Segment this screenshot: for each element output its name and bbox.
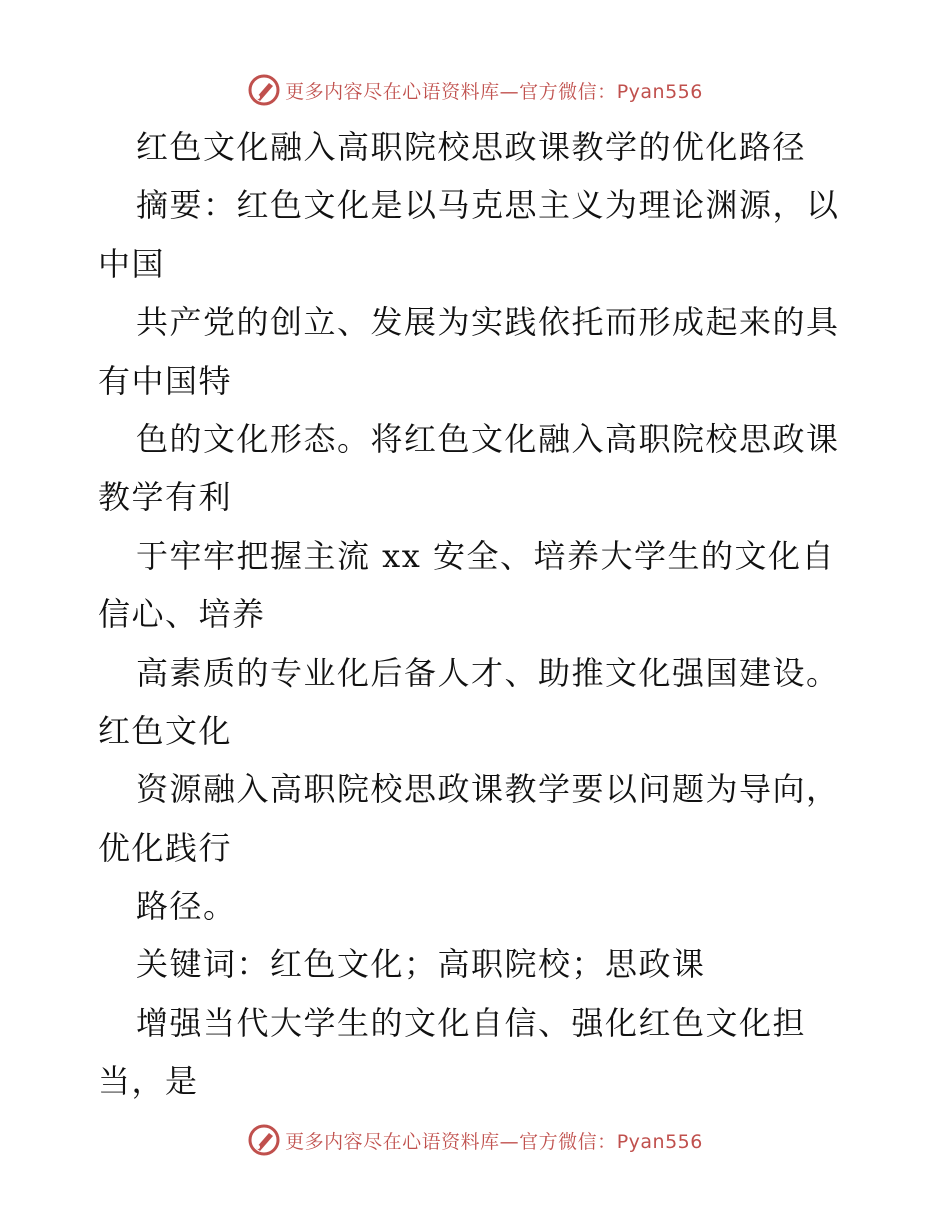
text-line: 红色文化 [98, 711, 233, 750]
text-line: 共产党的创立、发展为实践依托而形成起来的具 [136, 303, 840, 342]
banner-wechat-id: Pyan556 [616, 1130, 703, 1153]
text-line: 高素质的专业化后备人才、助推文化强国建设。 [136, 653, 840, 692]
text-line: 路径。 [136, 887, 237, 926]
text-line: 中国 [98, 244, 166, 283]
text-line: 资源融入高职院校思政课教学要以问题为导向， [136, 770, 840, 809]
text-line: 关键词：红色文化；高职院校；思政课 [136, 945, 706, 984]
text-line: 优化践行 [98, 828, 233, 867]
banner-wechat-label: 官方微信： [519, 1130, 617, 1153]
header-banner [0, 70, 950, 110]
text-line: 红色文化融入高职院校思政课教学的优化路径 [136, 128, 807, 166]
text-line: 教学有利 [98, 478, 233, 517]
text-line: 当，是 [98, 1062, 199, 1101]
text-line: 信心、培养 [98, 595, 266, 634]
banner-separator: — [499, 80, 520, 103]
pen-logo-icon [247, 73, 281, 107]
banner-slogan: 更多内容尽在心语资料库 [285, 1130, 500, 1153]
banner-text [285, 1127, 703, 1154]
banner-wechat-id: Pyan556 [616, 80, 703, 103]
banner-slogan: 更多内容尽在心语资料库 [285, 80, 500, 103]
text-line: 于牢牢把握主流 xx 安全、培养大学生的文化自 [136, 536, 835, 575]
text-line: 摘要：红色文化是以马克思主义为理论渊源，以 [136, 186, 840, 225]
footer-banner [0, 1120, 950, 1160]
text-line: 增强当代大学生的文化自信、强化红色文化担 [136, 1003, 807, 1042]
banner-wechat-label: 官方微信： [519, 80, 617, 103]
pen-logo-icon [247, 1123, 281, 1157]
banner-separator: — [499, 1130, 520, 1153]
banner-text [285, 77, 703, 104]
text-line: 色的文化形态。将红色文化融入高职院校思政课 [136, 419, 840, 458]
text-line: 有中国特 [98, 361, 233, 400]
document-body [98, 118, 858, 1111]
